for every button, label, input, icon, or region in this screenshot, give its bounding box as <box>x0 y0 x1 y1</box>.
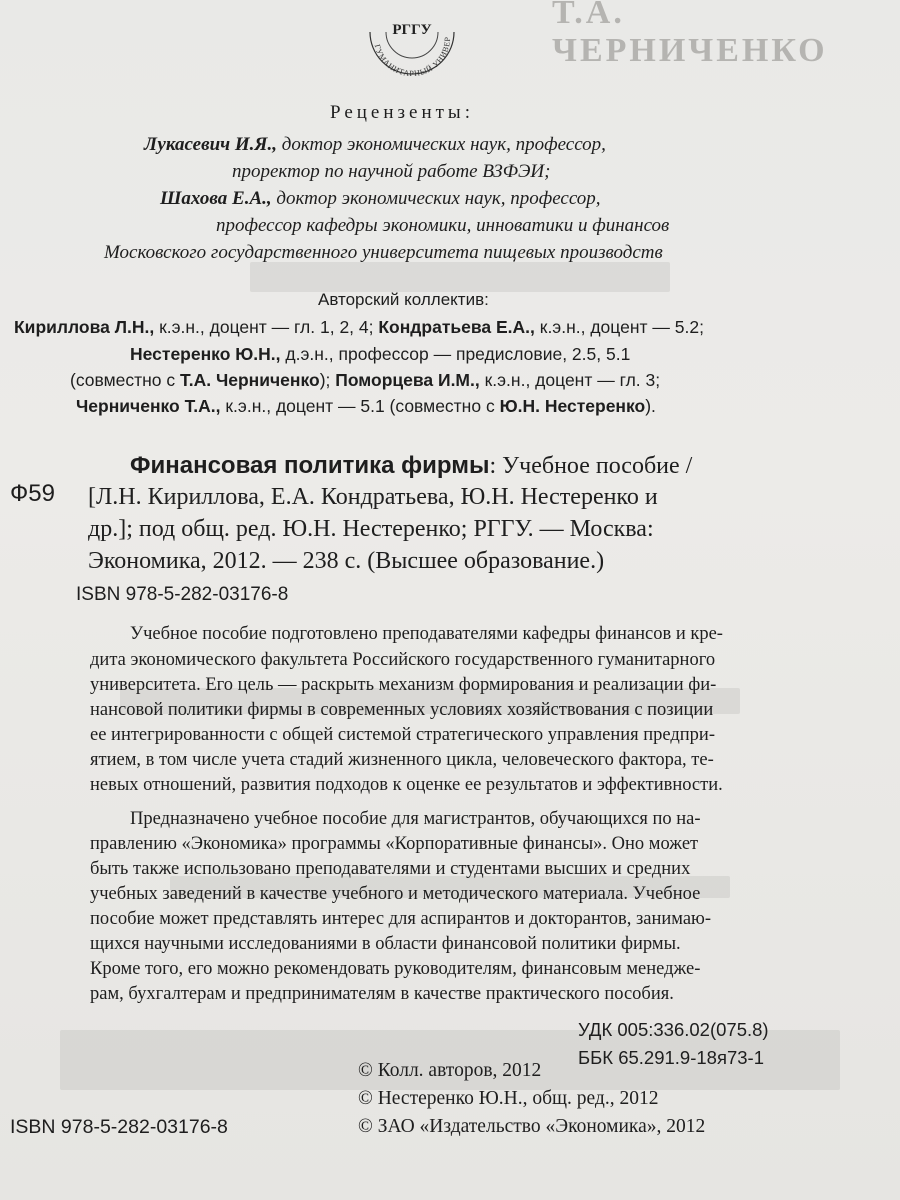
author-role: ); <box>319 370 336 390</box>
author-role: ). <box>645 396 656 416</box>
annotation-line: ятием, в том числе учета стадий жизненного цикла, человеческого фактора, те- <box>90 750 714 770</box>
annotation-line: ее интегрированности с общей системой стратегического управления предпри- <box>90 725 715 745</box>
annotation-line: невых отношений, развития подходов к оценке ее результатов и эффективности. <box>90 775 723 795</box>
biblio-text: : Учебное пособие / <box>489 453 693 479</box>
annotation-line: Учебное пособие подготовлено преподавателями кафедры финансов и кре- <box>130 624 723 644</box>
isbn-bottom: ISBN 978-5-282-03176-8 <box>10 1116 228 1138</box>
annotation-line: пособие может представлять интерес для аспирантов и докторантов, занимаю- <box>90 909 712 929</box>
reviewer-title: Московского государственного университета пищевых производств <box>104 242 663 263</box>
author-name: Кондратьева Е.А., <box>378 317 535 337</box>
isbn-top: ISBN 978-5-282-03176-8 <box>76 584 289 605</box>
reviewer-title: доктор экономических наук, профессор, <box>271 188 601 209</box>
annotation-line: учебных заведений в качестве учебного и методического материала. Учебное <box>90 884 701 904</box>
author-name: Ю.Н. Нестеренко <box>499 396 646 416</box>
annotation-line: правлению «Экономика» программы «Корпоративные финансы». Оно может <box>90 834 699 854</box>
author-name: Черниченко Т.А., <box>76 396 221 416</box>
biblio-line: Экономика, 2012. — 238 с. (Высшее образование.) <box>88 548 605 574</box>
annotation-line: быть также использовано преподавателями и студентами высших и средних <box>90 859 691 879</box>
annotation-line: нансовой политики фирмы в современных условиях хозяйствования с позиции <box>90 700 714 720</box>
author-role: к.э.н., доцент — 5.2; <box>534 317 704 337</box>
author-line <box>76 396 656 417</box>
reviewer-line <box>160 188 601 210</box>
top-bleed-right: Т.А. ЧЕРНИЧЕНКО <box>552 0 828 69</box>
reviewer-name: Лукасевич И.Я., <box>144 134 277 155</box>
author-line <box>70 370 660 391</box>
annotation-line: Кроме того, его можно рекомендовать руководителям, финансовым менедже- <box>90 959 701 979</box>
reviewer-title: доктор экономических наук, профессор, <box>277 134 606 155</box>
annotation-line: университета. Его цель — раскрыть механизм формирования и реализации фи- <box>90 675 717 695</box>
biblio-line: др.]; под общ. ред. Ю.Н. Нестеренко; РГГУ. — Москва: <box>88 516 654 542</box>
bleed-ghost <box>250 262 670 292</box>
reviewer-line <box>144 134 606 156</box>
author-role: к.э.н., доцент — 5.1 (совместно с <box>220 396 500 416</box>
author-role: (совместно с <box>70 370 181 390</box>
university-seal <box>360 0 464 96</box>
biblio-title-line <box>130 452 692 480</box>
author-role: д.э.н., профессор — предисловие, 2.5, 5.1 <box>280 344 631 364</box>
author-line <box>14 317 704 338</box>
reviewer-title: проректор по научной работе ВЗФЭИ; <box>232 161 551 182</box>
author-name: Поморцева И.М., <box>335 370 480 390</box>
copyright-line: © Нестеренко Ю.Н., общ. ред., 2012 <box>358 1088 659 1109</box>
annotation-line: дита экономического факультета Российского государственного гуманитарного <box>90 650 716 670</box>
copyright-line: © Колл. авторов, 2012 <box>358 1060 542 1081</box>
svg-text:ГУМАНИТАРНЫЙ УНИВЕРСИТЕТ <box>360 0 452 78</box>
book-title: Финансовая политика фирмы <box>130 452 490 479</box>
reviewer-line <box>216 215 669 237</box>
author-name: Кириллова Л.Н., <box>14 317 155 337</box>
authors-heading: Авторский коллектив: <box>318 290 489 309</box>
reviewers-heading: Рецензенты: <box>330 102 474 123</box>
annotation-line: щихся научными исследованиями в области финансовой политики фирмы. <box>90 934 681 954</box>
seal-arc-text: ГУМАНИТАРНЫЙ УНИВЕР <box>372 36 453 79</box>
author-line <box>130 344 630 365</box>
copyright-line: © ЗАО «Издательство «Экономика», 2012 <box>358 1116 706 1137</box>
catalog-code: Ф59 <box>10 480 55 507</box>
annotation-line: рам, бухгалтерам и предпринимателям в качестве практического пособия. <box>90 984 674 1004</box>
bbk-code: ББК 65.291.9-18я73-1 <box>578 1047 764 1068</box>
reviewer-title: профессор кафедры экономики, инноватики и финансов <box>216 215 670 236</box>
author-role: к.э.н., доцент — гл. 3; <box>479 370 661 390</box>
reviewer-line <box>232 161 550 183</box>
reviewer-name: Шахова Е.А., <box>160 188 272 209</box>
reviewer-line <box>104 242 663 264</box>
seal-letters: РГГУ <box>392 22 432 38</box>
author-name: Т.А. Черниченко <box>180 370 320 390</box>
annotation-line: Предназначено учебное пособие для магистрантов, обучающихся по на- <box>130 809 701 829</box>
biblio-line: [Л.Н. Кириллова, Е.А. Кондратьева, Ю.Н. Нестеренко и <box>88 484 658 510</box>
udk-code: УДК 005:336.02(075.8) <box>578 1019 769 1040</box>
author-name: Нестеренко Ю.Н., <box>130 344 281 364</box>
author-role: к.э.н., доцент — гл. 1, 2, 4; <box>154 317 379 337</box>
